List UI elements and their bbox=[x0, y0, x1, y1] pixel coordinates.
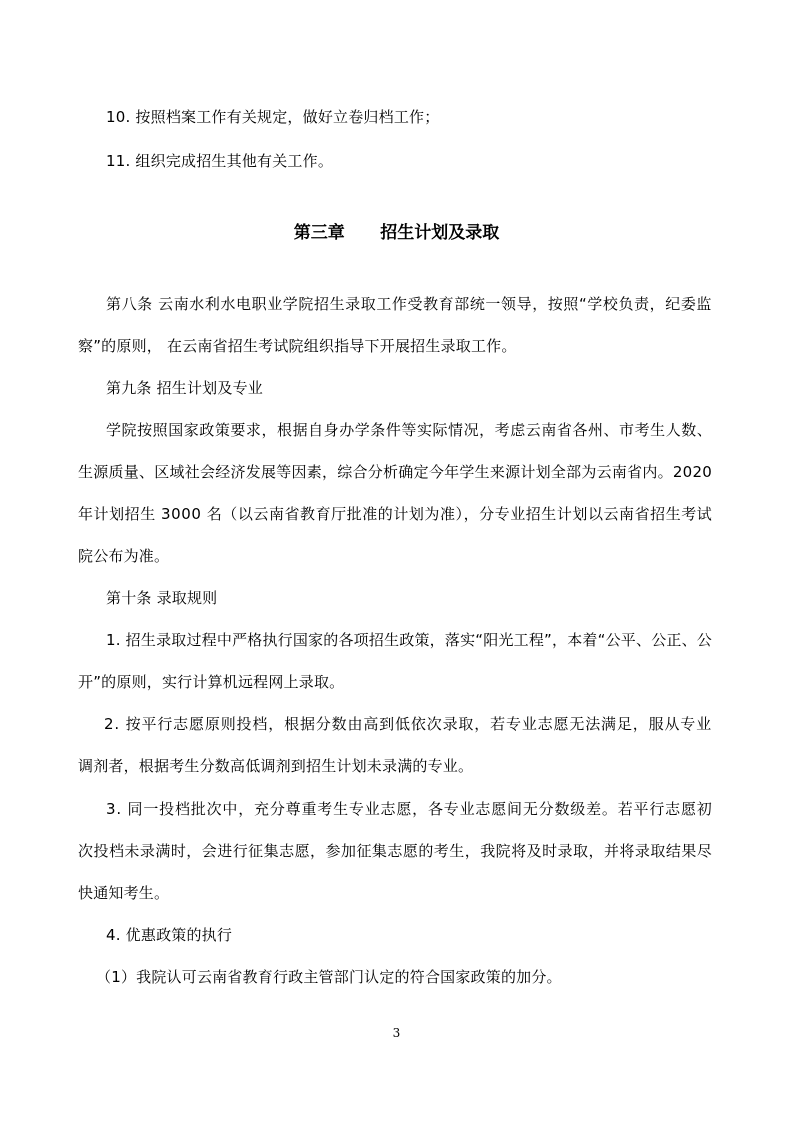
rule-4-heading: 4. 优惠政策的执行 bbox=[106, 926, 233, 944]
list-item-11: 11. 组织完成招生其他有关工作。 bbox=[106, 152, 334, 170]
rule-3-line-1: 3. 同一投档批次中，充分尊重考生专业志愿，各专业志愿间无分数级差。若平行志愿初 bbox=[106, 800, 713, 818]
article-9-heading: 第九条 招生计划及专业 bbox=[106, 379, 263, 397]
rule-3-line-3: 快通知考生。 bbox=[78, 884, 170, 902]
rule-3-line-2: 次投档未录满时，会进行征集志愿，参加征集志愿的考生，我院将及时录取，并将录取结果尽 bbox=[78, 842, 713, 860]
article-9-line-3: 年计划招生 3000 名（以云南省教育厅批准的计划为准），分专业招生计划以云南省招生考试 bbox=[78, 505, 713, 523]
rule-2-line-2: 调剂者，根据考生分数高低调剂到招生计划未录满的专业。 bbox=[78, 757, 474, 775]
chapter-title: 第三章 招生计划及录取 bbox=[293, 223, 500, 243]
rule-2-line-1: 2. 按平行志愿原则投档，根据分数由高到低依次录取，若专业志愿无法满足，服从专业 bbox=[104, 715, 712, 733]
rule-1-line-2: 开”的原则，实行计算机远程网上录取。 bbox=[78, 673, 345, 691]
rule-4-item-1: （1）我院认可云南省教育行政主管部门认定的符合国家政策的加分。 bbox=[96, 968, 562, 986]
rule-1-line-1: 1. 招生录取过程中严格执行国家的各项招生政策，落实“阳光工程”，本着“公平、公正、公 bbox=[106, 631, 712, 649]
article-9-line-4: 院公布为准。 bbox=[78, 547, 170, 565]
article-8-line-2: 察”的原则， 在云南省招生考试院组织指导下开展招生录取工作。 bbox=[78, 337, 517, 355]
list-item-10: 10. 按照档案工作有关规定，做好立卷归档工作； bbox=[106, 108, 440, 126]
page-number: 3 bbox=[392, 1026, 401, 1040]
article-9-line-1: 学院按照国家政策要求，根据自身办学条件等实际情况，考虑云南省各州、市考生人数、 bbox=[106, 421, 713, 439]
article-10-heading: 第十条 录取规则 bbox=[106, 589, 218, 607]
article-8-line-1: 第八条 云南水利水电职业学院招生录取工作受教育部统一领导，按照“学校负责，纪委监 bbox=[106, 295, 712, 313]
article-9-line-2: 生源质量、区域社会经济发展等因素，综合分析确定今年学生来源计划全部为云南省内。2020 bbox=[78, 463, 713, 481]
